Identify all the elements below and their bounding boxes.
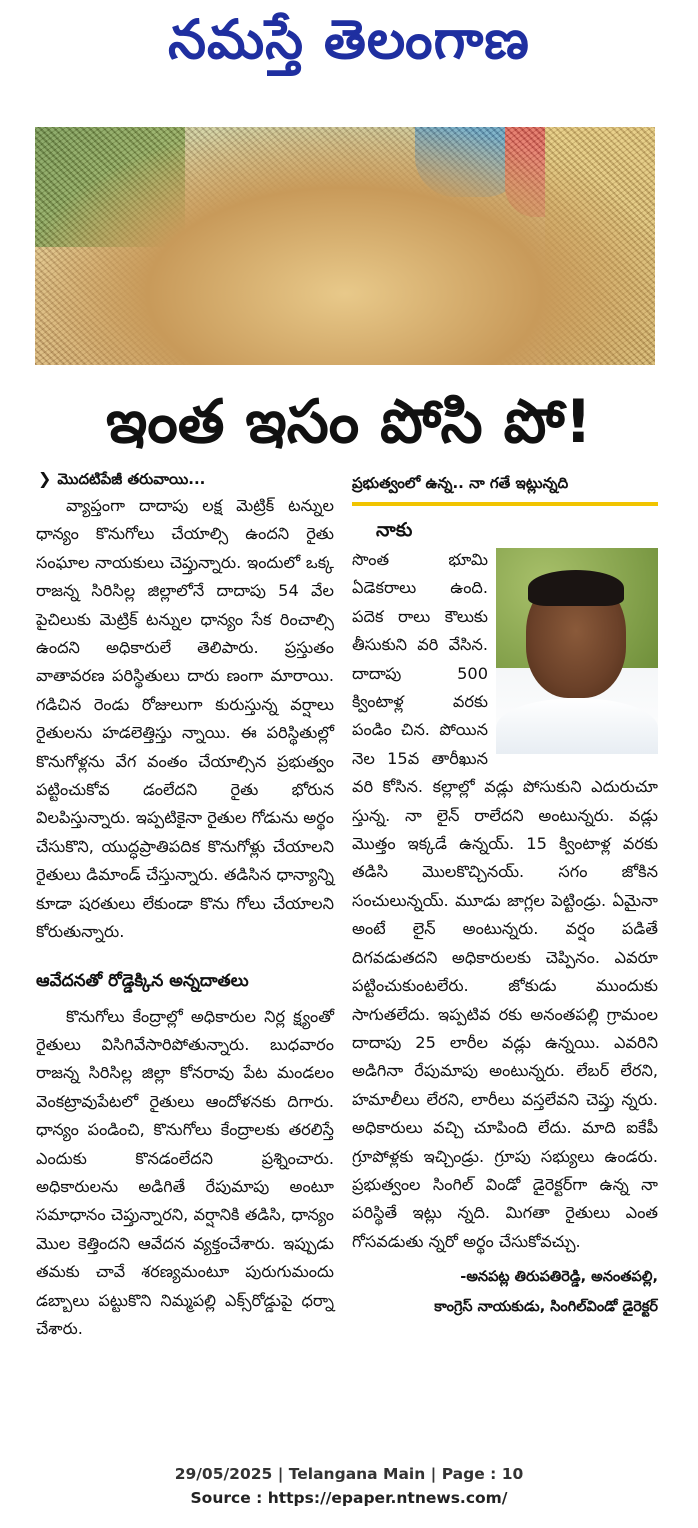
- sidebar-title: ప్రభుత్వంలో ఉన్న.. నా గతే ఇట్లున్నది: [352, 470, 658, 506]
- footer-date-line: 29/05/2025 | Telangana Main | Page : 10: [174, 1465, 524, 1483]
- footer-source-line: Source : https://epaper.ntnews.com/: [190, 1489, 508, 1507]
- body-paragraph: కొనుగోలు కేంద్రాల్లో అధికారుల నిర్ల క్ష్యంతో రైతులు విసిగివేసారిపోతున్నారు. బుధవారం రాజన్న సిరిసిల్ల జిల్లా కోనరావు పేట మండలం వెంకట్రావుపేటలో రైతులు ఆందోళనకు దిగారు. ధాన్యం పండించి, కొనుగోలు కేంద్రాలకు తరలిస్తే ఎందుకు కొనడంలేదని ప్రశ్నించారు. అధికారులను అడిగితే రేపుమాపు అంటూ సమాధానం చెప్తున్నారని, వర్షానికి తడిసి, ధాన్యం మొల కెత్తిందని ఆవేదన వ్యక్తంచేశారు. ఇప్పుడు తమకు చావే శరణ్యమంటూ పురుగుమందు డబ్బాలు పట్టుకొని నిమ్మపల్లి ఎక్స్‌రోడ్డుపై ధర్నా చేశారు.: [36, 1006, 334, 1338]
- page-footer: [0, 1462, 698, 1510]
- chevron-right-icon: ❯: [38, 469, 52, 488]
- signature: -అనపట్ల తిరుపతిరెడ్డి, అనంతపల్లి, కాంగ్రెస్ నాయకుడు, సింగిల్‌విండో డైరెక్టర్: [434, 1269, 658, 1316]
- quote-body: సొంత భూమి ఏడెకరాలు ఉంది. పదెక రాలు కౌలుకు తీసుకుని వరి వేసిన. దాదాపు 500 క్వింటాళ్ల వరకు పండిం చిన. పోయిన నెల 15వ తారీఖున వరి కోసిన. కల్లాల్లో వడ్లు పోసుకుని ఎదురుచూ స్తున్న. నా లైన్ రాలేదని అంటున్నరు. వడ్లు మొత్తం ఇక్కడే ఉన్నయ్. 15 క్వింటాళ్ల వరకు తడిసి మొలకొచ్చినయ్. సగం జోకిన సంచులున్నయ్. మూడు జాగ్లల పెట్టిండ్రు. ఏమైనా అంటే లైన్ అంటున్నరు. వర్షం పడితే దిగవడుతదని అధికారులకు చెప్పినం. ఎవరూ పట్టించుకుంటలేరు. జోకుడు ముందుకు సాగుతలేదు. ఇప్పటివ రకు అనంతపల్లి గ్రామంల దాదాపు 25 లారీల వడ్లు ఉన్నయి. ఎవరిని అడిగినా రేపుమాపు అంటున్నరు. లేబర్ లేరని, హమాలీలు లేరని, లారీలు వస్తలేవని చెప్తు న్నరు. అధికారులు వచ్చి చూపింది లేదు. మాది ఐకేపీ గ్రూపోళ్లకు ఇచ్చిండ్రు. గ్రూపు సభ్యులు ఉండరు. ప్రభుత్వంల సింగిల్ విండో డైరెక్టర్‌గా ఉన్న నా పరిస్థితే ఇట్లు న్నది. మిగతా రైతులు ఎంత గోసవడుతు న్నరో అర్థం చేసుకోవచ్చు.: [352, 550, 658, 1251]
- sidebar-column: [352, 466, 658, 1322]
- left-column: [36, 466, 334, 1343]
- paddy-grain-photo: [35, 127, 655, 365]
- continued-label: ❯ మొదటిపేజీ తరువాయి...: [38, 469, 206, 488]
- subheading: ఆవేదనతో రోడ్డెక్కిన అన్నదాతలు: [36, 970, 249, 991]
- lead-word: నాకు: [376, 519, 413, 541]
- article-headline: ఇంత ఇసం పోసి పో!: [105, 387, 593, 457]
- farmer-portrait: [496, 548, 658, 754]
- body-paragraph: వ్యాప్తంగా దాదాపు లక్ష మెట్రిక్ టన్నుల ధాన్యం కొనుగోలు చేయాల్సి ఉందని రైతు సంఘాల నాయకులు చెప్తున్నారు. ఇందులో ఒక్క రాజన్న సిరిసిల్ల జిల్లాలోనే దాదాపు 54 వేల పైచిలుకు మెట్రిక్ టన్నుల ధాన్యం సేక రించాల్సి ఉందని అధికారులే తెలిపారు. ప్రస్తుతం వాతావరణ పరిస్థితులు దారు ణంగా మారాయి. గడిచిన రెండు రోజులుగా కురుస్తున్న వర్షాలు రైతులను హడలెత్తిస్తు న్నాయి. ఈ పరిస్థితుల్లో కొనుగోళ్లను వేగ వంతం చేయాల్సిన ప్రభుత్వం పట్టించుకోవ డంలేదని రైతు భోరున విలపిస్తున్నారు. ఇప్పటికైనా రైతుల గోడును అర్థం చేసుకొని, యుద్ధప్రాతిపదిక కొనుగోళ్లు చేయాలని రైతులు డిమాండ్ చేస్తున్నారు. తడిసిన ధాన్యాన్ని కూడా షరతులు లేకుండా కొను గోలు చేయాలని కోరుతున్నారు.: [36, 496, 334, 942]
- newspaper-masthead: నమస్తే తెలంగాణ: [168, 8, 530, 71]
